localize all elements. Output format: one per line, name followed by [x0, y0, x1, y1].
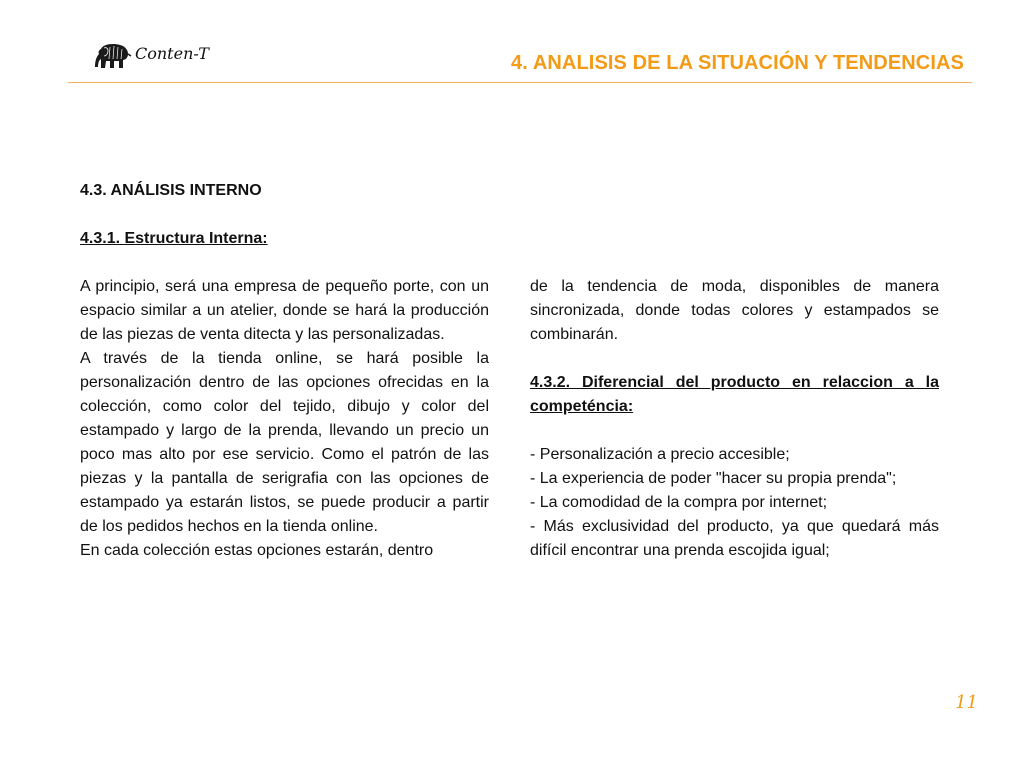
- logo: [92, 40, 209, 72]
- logo-text: Conten-T: [135, 43, 209, 63]
- paragraph: En cada colección estas opciones estarán, dentro: [80, 542, 434, 559]
- right-column: [530, 275, 939, 563]
- paragraph: A través de la tienda online, se hará posible la personalización dentro de las opciones ofrecidas en la colección, como color del tejido, dibujo y color del estampado y largo de la prenda, llevando un precio un poco mas alto por ese servicio. Como el patrón de las piezas y la pantalla de serigrafia con las opciones de estampado ya estarán listos, se puede producir a partir de los pedidos hechos en la tienda online.: [80, 350, 489, 535]
- page-number: 11: [955, 692, 978, 713]
- paragraph: A principio, será una empresa de pequeño porte, con un espacio similar a un atelier, donde se hará la producción de las piezas de venta ditecta y las personalizadas.: [80, 278, 489, 343]
- elephant-icon: [92, 41, 132, 71]
- paragraph: de la tendencia de moda, disponibles de manera sincronizada, donde todas colores y estampados se combinarán.: [530, 278, 939, 343]
- list-item: - La comodidad de la compra por internet;: [530, 494, 828, 511]
- list-item: - La experiencia de poder "hacer su propia prenda";: [530, 470, 897, 487]
- header-divider: [68, 82, 972, 83]
- spacer: [530, 347, 939, 371]
- subsection-heading: 4.3.1. Estructura Interna:: [80, 230, 268, 247]
- spacer: [80, 203, 489, 227]
- list-item: - Personalización a precio accesible;: [530, 446, 790, 463]
- subsection-heading: 4.3.2. Diferencial del producto en relaccion a la competéncia:: [530, 374, 939, 415]
- spacer: [80, 251, 489, 275]
- list-item: - Más exclusividad del producto, ya que quedará más difícil encontrar una prenda escojida igual;: [530, 518, 939, 559]
- spacer: [530, 419, 939, 443]
- section-heading: 4.3. ANÁLISIS INTERNO: [80, 182, 262, 199]
- page-title: 4. ANALISIS DE LA SITUACIÓN Y TENDENCIAS: [511, 52, 964, 74]
- left-column: [80, 179, 489, 563]
